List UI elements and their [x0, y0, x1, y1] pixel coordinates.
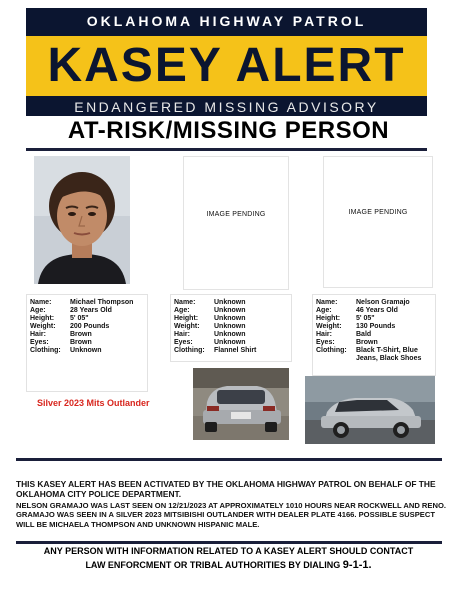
- info-key: Clothing:: [174, 347, 205, 354]
- vehicle-photo-rear: [193, 368, 289, 440]
- emergency-number: 9-1-1.: [342, 559, 372, 571]
- info-row: [316, 331, 434, 339]
- info-key: Age:: [30, 307, 46, 314]
- info-key: Height:: [316, 315, 341, 322]
- info-row: [174, 315, 256, 323]
- info-value: 28 Years Old: [70, 307, 112, 314]
- info-value: 46 Years Old: [356, 307, 398, 314]
- info-value: Unknown: [214, 307, 246, 314]
- person-info-unknown: [170, 294, 292, 362]
- image-pending-label: IMAGE PENDING: [348, 209, 408, 216]
- info-key: Name:: [30, 299, 52, 306]
- alert-banner: [26, 8, 427, 116]
- info-value: Brown: [70, 331, 92, 338]
- info-row: [316, 315, 434, 323]
- info-row: [174, 307, 256, 315]
- image-pending-label: IMAGE PENDING: [206, 211, 266, 218]
- info-row: [174, 339, 256, 347]
- info-value: Unknown: [70, 347, 102, 354]
- info-key: Weight:: [30, 323, 56, 330]
- info-key: Weight:: [316, 323, 342, 330]
- info-value: Flannel Shirt: [214, 347, 257, 354]
- info-key: Hair:: [316, 331, 332, 338]
- info-row: [30, 299, 133, 307]
- portrait-image: [34, 156, 130, 284]
- divider: [16, 458, 442, 461]
- info-row: [174, 347, 256, 355]
- info-key: Age:: [316, 307, 332, 314]
- info-value: Unknown: [214, 323, 246, 330]
- info-row: [316, 299, 434, 307]
- info-key: Clothing:: [316, 347, 347, 354]
- info-row: [316, 347, 434, 363]
- info-key: Clothing:: [30, 347, 61, 354]
- page-title: AT-RISK/MISSING PERSON: [67, 117, 390, 144]
- car-image: [305, 376, 435, 444]
- person-info-nelson-gramajo: [312, 294, 436, 376]
- contact-line-2: [0, 559, 457, 571]
- info-row: [174, 323, 256, 331]
- contact-line-2-text: LAW ENFORCMENT OR TRIBAL AUTHORITIES BY DIALING: [85, 560, 341, 570]
- info-value: Unknown: [214, 315, 246, 322]
- info-key: Height:: [30, 315, 55, 322]
- info-value: 5' 05": [70, 315, 89, 322]
- info-value: Black T-Shirt, Blue Jeans, Black Shoes: [356, 347, 422, 362]
- info-row: [316, 307, 434, 315]
- person-details-table: [174, 299, 256, 355]
- info-row: [174, 299, 256, 307]
- info-row: [174, 331, 256, 339]
- incident-details: NELSON GRAMAJO WAS LAST SEEN ON 12/21/2023 AT APPROXIMATELY 1010 HOURS NEAR ROCKWELL AND RENO. GRAMAJO WAS SEEN IN A SILVER 2023 MITSIBISHI OUTLANDER WITH DEALER PLATE 4166. POSSIBLE SUSPECT WILL BE MICHAELA THOMPSON AND UNKNOWN HISPANIC MALE.: [16, 501, 446, 529]
- info-key: Age:: [174, 307, 190, 314]
- activation-statement: THIS KASEY ALERT HAS BEEN ACTIVATED BY THE OKLAHOMA HIGHWAY PATROL ON BEHALF OF THE OKLAHOMA CITY POLICE DEPARTMENT.: [16, 479, 436, 499]
- info-key: Name:: [316, 299, 338, 306]
- info-row: [30, 347, 133, 355]
- person-details-table: [30, 299, 133, 355]
- info-row: [30, 315, 133, 323]
- car-image: [193, 368, 289, 440]
- vehicle-label: Silver 2023 Mits Outlander: [37, 398, 150, 408]
- info-row: [316, 323, 434, 331]
- info-key: Eyes:: [174, 339, 193, 346]
- info-value: 5' 05": [356, 315, 375, 322]
- info-key: Eyes:: [30, 339, 49, 346]
- info-key: Name:: [174, 299, 196, 306]
- person-photo-nelson-gramajo: [323, 156, 433, 288]
- info-value: Brown: [70, 339, 92, 346]
- info-row: [30, 323, 133, 331]
- info-value: Brown: [356, 339, 378, 346]
- info-key: Hair:: [174, 331, 190, 338]
- info-value: Bald: [356, 331, 372, 338]
- person-info-michael-thompson: [26, 294, 148, 392]
- vehicle-photo-side: [305, 376, 435, 444]
- info-row: [316, 339, 434, 347]
- info-value: Unknown: [214, 339, 246, 346]
- agency-name: OKLAHOMA HIGHWAY PATROL: [86, 13, 367, 29]
- divider: [26, 148, 427, 151]
- person-details-table: [316, 299, 434, 363]
- advisory-subtitle: ENDANGERED MISSING ADVISORY: [74, 99, 379, 115]
- info-value: Michael Thompson: [70, 299, 134, 306]
- contact-line-1: ANY PERSON WITH INFORMATION RELATED TO A KASEY ALERT SHOULD CONTACT: [43, 546, 414, 556]
- person-photo-michael-thompson: [34, 156, 130, 284]
- info-value: Nelson Gramajo: [356, 299, 410, 306]
- info-key: Eyes:: [316, 339, 335, 346]
- info-value: 200 Pounds: [70, 323, 110, 330]
- info-key: Height:: [174, 315, 199, 322]
- info-row: [30, 331, 133, 339]
- info-value: Unknown: [214, 331, 246, 338]
- info-value: 130 Pounds: [356, 323, 396, 330]
- info-value: Unknown: [214, 299, 246, 306]
- info-key: Weight:: [174, 323, 200, 330]
- info-key: Hair:: [30, 331, 46, 338]
- info-row: [30, 339, 133, 347]
- alert-title: KASEY ALERT: [47, 39, 406, 92]
- info-row: [30, 307, 133, 315]
- person-photo-unknown: [183, 156, 289, 290]
- divider: [16, 541, 442, 544]
